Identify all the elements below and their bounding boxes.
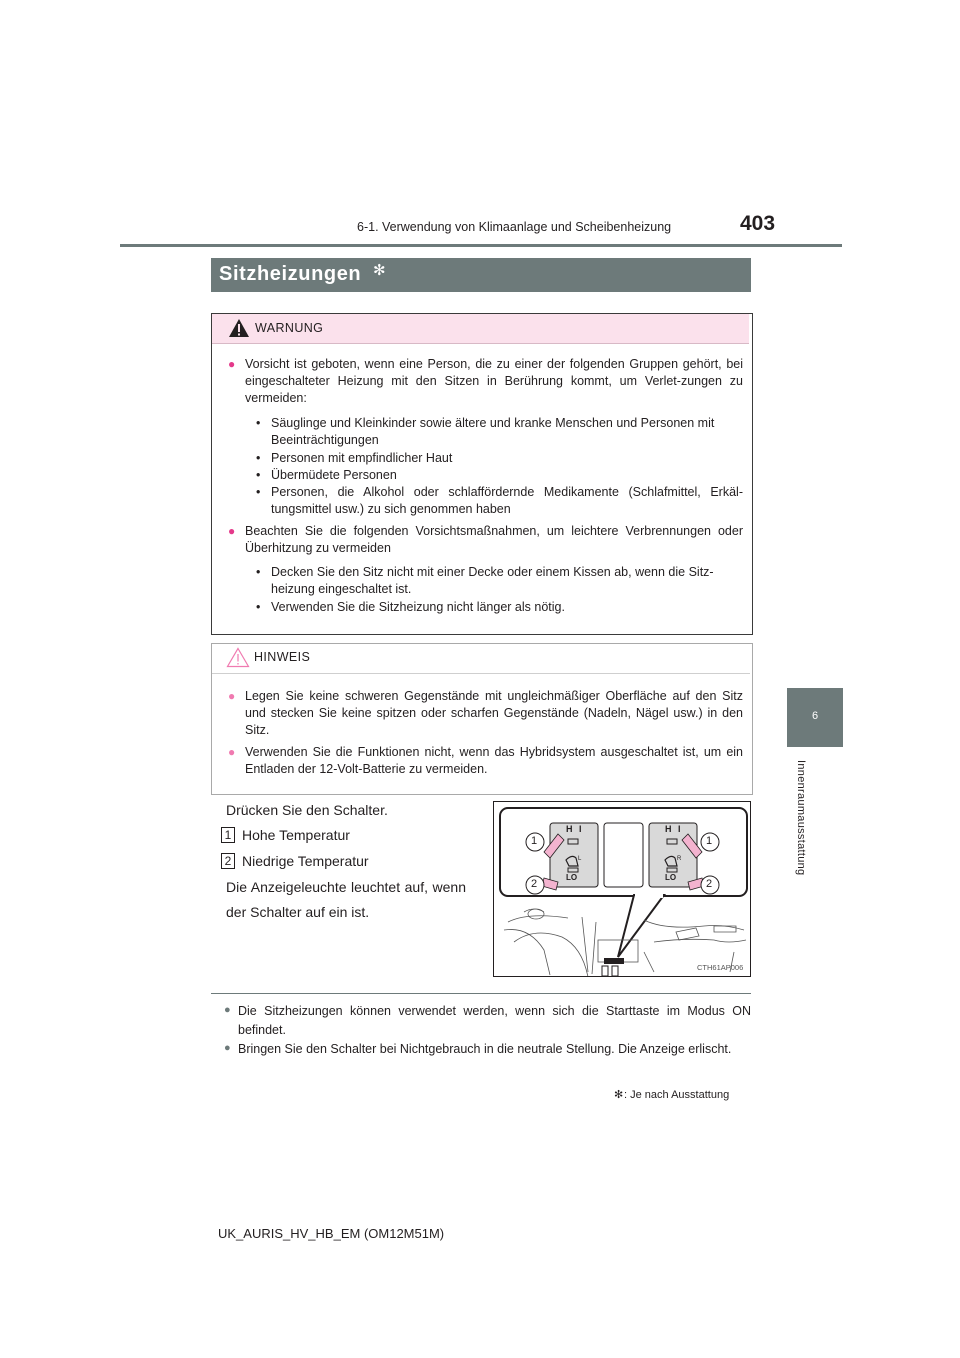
header-rule <box>120 244 842 247</box>
callout-number: 1 <box>706 835 713 847</box>
step-text: Niedrige Temperatur <box>242 853 369 869</box>
bullet-icon: ● <box>228 524 236 538</box>
dot-icon: • <box>256 416 261 430</box>
notice-triangle-icon <box>226 647 250 668</box>
bullet-icon: ● <box>224 1042 231 1054</box>
warning-item: Vorsicht ist geboten, wenn eine Person, die zu einer der folgenden Gruppen gehört, bei eingeschalteter Heizung mit den Sitzen in Berührung kommt, um Verlet-zungen zu vermeiden: <box>245 357 743 405</box>
dot-icon: • <box>256 600 261 614</box>
bullet-icon: ● <box>228 745 236 759</box>
warning-item: Beachten Sie die folgenden Vorsichtsmaßnahmen, um leichtere Verbrennungen oder Überhitzung zu vermeiden <box>245 524 743 555</box>
callout-number: 1 <box>531 835 538 847</box>
notice-item: Verwenden Sie die Funktionen nicht, wenn das Hybridsystem ausgeschaltet ist, um ein Entladen der 12-Volt-Batterie zu vermeiden. <box>245 745 743 776</box>
warning-label: WARNUNG <box>255 321 324 335</box>
figure-code: CTH61AP006 <box>697 963 744 972</box>
document-footer: UK_AURIS_HV_HB_EM (OM12M51M) <box>218 1226 445 1241</box>
notice-divider <box>212 673 750 674</box>
page-number: 403 <box>740 212 776 235</box>
lo-label: LO <box>665 873 677 882</box>
left-seat-label: L <box>578 856 582 862</box>
hi-label: H I <box>566 824 584 834</box>
callout-number: 2 <box>531 878 538 890</box>
hi-label: H I <box>665 824 683 834</box>
dot-icon: • <box>256 485 261 499</box>
info-bullet: Die Sitzheizungen können verwendet werden, wenn sich die Starttaste im Modus ON befindet. <box>238 1004 751 1037</box>
dot-icon: • <box>256 468 261 482</box>
lo-label: LO <box>566 873 578 882</box>
notice-item: Legen Sie keine schweren Gegenstände mit ungleichmäßiger Oberfläche auf den Sitz und stecken Sie keine spitzen oder scharfen Gegenstände (Nadeln, Nägel usw.) in den Sitz. <box>245 689 743 737</box>
title-star-icon: ✻ <box>373 262 386 279</box>
bullet-icon: ● <box>228 689 236 703</box>
chapter-number: 6 <box>811 710 819 722</box>
page-title: Sitzheizungen <box>219 263 362 285</box>
step-text: Hohe Temperatur <box>242 827 350 843</box>
bullet-icon: ● <box>228 357 236 371</box>
indicator-text: Die Anzeigeleuchte leuchtet auf, wenn der Schalter auf ein ist. <box>226 879 466 920</box>
section-divider <box>211 993 751 994</box>
footnote-star-icon: ✻ <box>614 1089 624 1101</box>
dot-icon: • <box>256 565 261 579</box>
section-header: 6-1. Verwendung von Klimaanlage und Scheibenheizung <box>357 220 672 234</box>
callout-number: 2 <box>706 878 713 890</box>
chapter-label: Innenraumausstattung <box>795 760 807 876</box>
warning-subitem: Säuglinge und Kleinkinder sowie ältere und kranke Menschen und Personen mit Beeinträchtigungen <box>271 416 715 447</box>
info-bullet: Bringen Sie den Schalter bei Nichtgebrauch in die neutrale Stellung. Die Anzeige erlischt. <box>238 1042 732 1056</box>
seat-heater-figure <box>493 801 751 977</box>
warning-subitem: Personen mit empfindlicher Haut <box>271 451 453 465</box>
notice-label: HINWEIS <box>254 650 311 664</box>
step-number: 2 <box>221 853 235 869</box>
step-number: 1 <box>221 827 235 843</box>
warning-subitem: Verwenden Sie die Sitzheizung nicht länger als nötig. <box>271 600 565 614</box>
instruction-text: Drücken Sie den Schalter. <box>226 802 388 818</box>
warning-subitem: Übermüdete Personen <box>271 468 397 482</box>
warning-subitem: Personen, die Alkohol oder schlaffördernde Medikamente (Schlafmittel, Erkäl-tungsmittel usw.) zu sich genommen haben <box>271 485 743 516</box>
right-seat-label: R <box>677 856 682 862</box>
warning-triangle-icon <box>228 318 250 338</box>
warning-subitem: Decken Sie den Sitz nicht mit einer Decke oder einem Kissen ab, wenn die Sitz-heizung eingeschaltet ist. <box>271 565 714 596</box>
dot-icon: • <box>256 451 261 465</box>
footnote-text: : Je nach Ausstattung <box>624 1089 730 1101</box>
bullet-icon: ● <box>224 1004 231 1016</box>
